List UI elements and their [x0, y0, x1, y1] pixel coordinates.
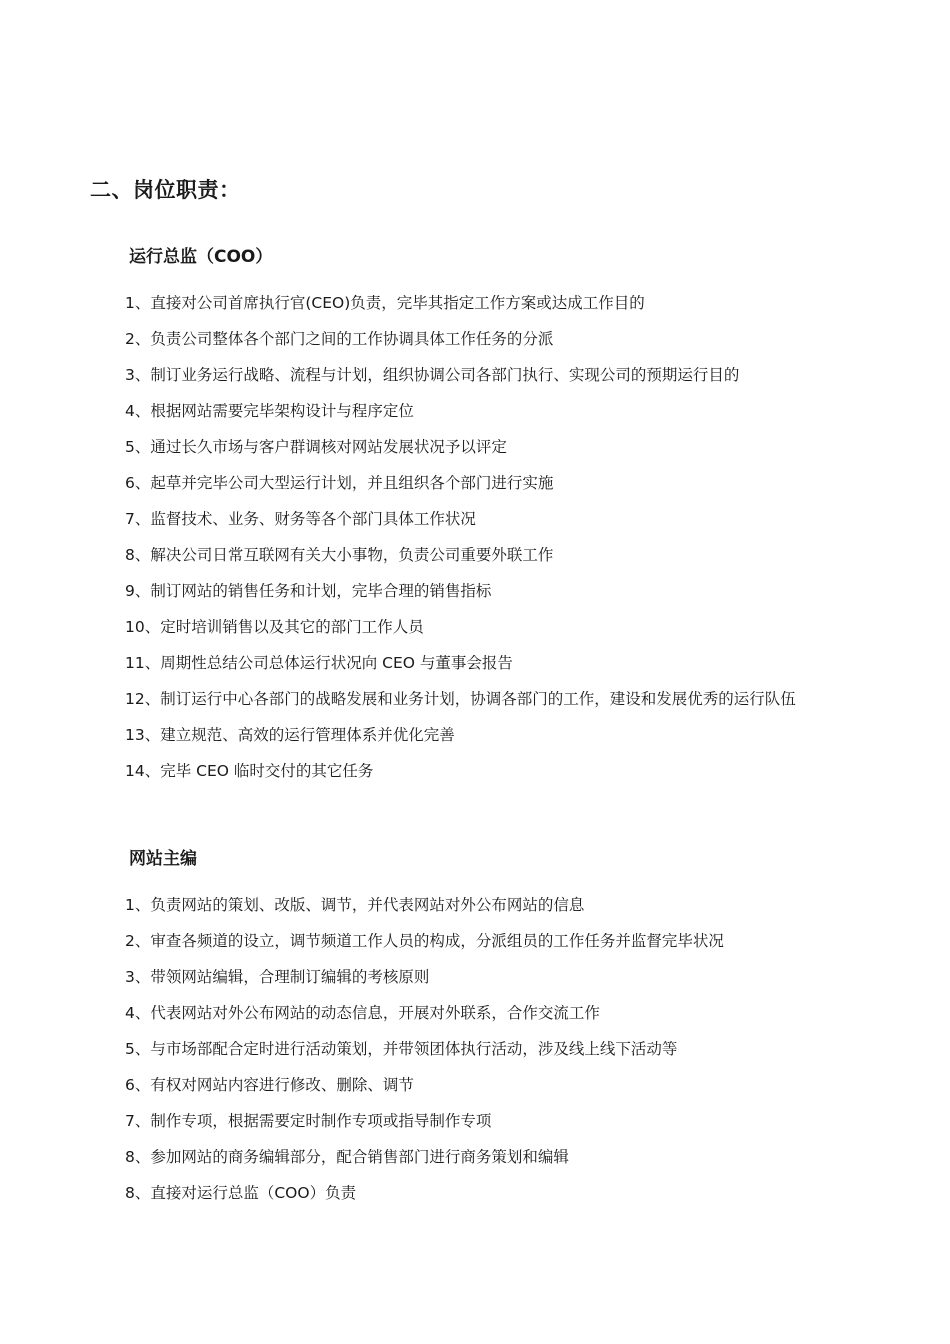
editor-duty-list [125, 892, 724, 1216]
editor-duty-item: 4、代表网站对外公布网站的动态信息，开展对外联系，合作交流工作 [125, 1004, 600, 1022]
coo-duty-item: 7、监督技术、业务、财务等各个部门具体工作状况 [125, 510, 476, 528]
editor-duty-item: 3、带领网站编辑，合理制订编辑的考核原则 [125, 968, 430, 986]
editor-duty-item: 8、参加网站的商务编辑部分，配合销售部门进行商务策划和编辑 [125, 1148, 569, 1166]
coo-duty-item: 2、负责公司整体各个部门之间的工作协调具体工作任务的分派 [125, 330, 554, 348]
coo-heading: 运行总监（COO） [129, 247, 273, 267]
coo-duty-item: 3、制订业务运行战略、流程与计划，组织协调公司各部门执行、实现公司的预期运行目的 [125, 366, 740, 384]
coo-duty-item: 12、制订运行中心各部门的战略发展和业务计划，协调各部门的工作，建设和发展优秀的运行队伍 [125, 690, 796, 708]
section-title: 二、岗位职责： [90, 178, 241, 202]
coo-duty-list [125, 290, 796, 794]
editor-duty-item: 6、有权对网站内容进行修改、删除、调节 [125, 1076, 414, 1094]
coo-duty-item: 1、直接对公司首席执行官(CEO)负责，完毕其指定工作方案或达成工作目的 [125, 294, 645, 312]
coo-duty-item: 6、起草并完毕公司大型运行计划，并且组织各个部门进行实施 [125, 474, 554, 492]
coo-duty-item: 4、根据网站需要完毕架构设计与程序定位 [125, 402, 414, 420]
coo-duty-item: 10、定时培训销售以及其它的部门工作人员 [125, 618, 424, 636]
coo-duty-item: 11、周期性总结公司总体运行状况向 CEO 与董事会报告 [125, 654, 513, 672]
coo-duty-item: 8、解决公司日常互联网有关大小事物，负责公司重要外联工作 [125, 546, 554, 564]
editor-duty-item: 2、审查各频道的设立，调节频道工作人员的构成，分派组员的工作任务并监督完毕状况 [125, 932, 724, 950]
editor-heading: 网站主编 [129, 849, 197, 869]
coo-duty-item: 5、通过长久市场与客户群调核对网站发展状况予以评定 [125, 438, 507, 456]
coo-duty-item: 14、完毕 CEO 临时交付的其它任务 [125, 762, 374, 780]
coo-duty-item: 9、制订网站的销售任务和计划，完毕合理的销售指标 [125, 582, 492, 600]
editor-duty-item: 1、负责网站的策划、改版、调节，并代表网站对外公布网站的信息 [125, 896, 585, 914]
editor-duty-item: 5、与市场部配合定时进行活动策划，并带领团体执行活动，涉及线上线下活动等 [125, 1040, 678, 1058]
editor-duty-item: 8、直接对运行总监（COO）负责 [125, 1184, 357, 1202]
editor-duty-item: 7、制作专项，根据需要定时制作专项或指导制作专项 [125, 1112, 492, 1130]
coo-duty-item: 13、建立规范、高效的运行管理体系并优化完善 [125, 726, 455, 744]
